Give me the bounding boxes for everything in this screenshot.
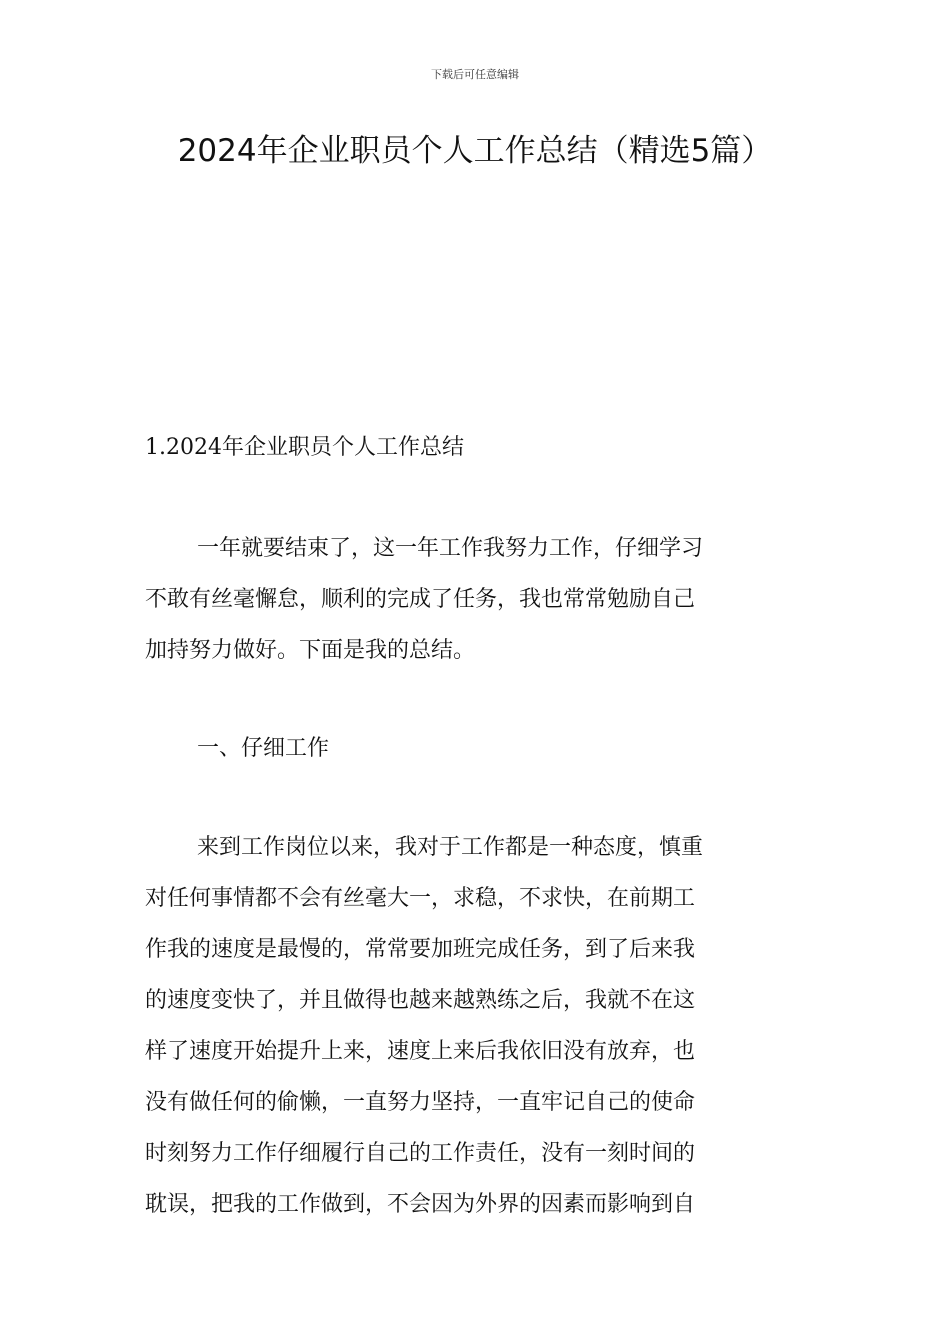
- paragraph-line: 的速度变快了，并且做得也越来越熟练之后，我就不在这: [145, 988, 696, 1013]
- paragraph-line: 一年就要结束了，这一年工作我努力工作，仔细学习: [197, 536, 704, 561]
- paragraph-line: 来到工作岗位以来，我对于工作都是一种态度，慎重: [197, 835, 704, 860]
- document-title: 2024年企业职员个人工作总结（精选5篇）: [177, 133, 773, 169]
- paragraph-line: 对任何事情都不会有丝毫大一，求稳，不求快，在前期工: [145, 886, 696, 911]
- body-paragraph: [145, 822, 805, 1230]
- section-heading: 1.2024年企业职员个人工作总结: [145, 435, 464, 460]
- paragraph-line: 作我的速度是最慢的，常常要加班完成任务，到了后来我: [145, 937, 696, 962]
- subheading: [145, 723, 805, 774]
- paragraph-line: 加持努力做好。下面是我的总结。: [145, 638, 476, 663]
- intro-paragraph: [145, 523, 805, 676]
- paragraph-line: 时刻努力工作仔细履行自己的工作责任，没有一刻时间的: [145, 1141, 696, 1166]
- paragraph-line: 样了速度开始提升上来，速度上来后我依旧没有放弃，也: [145, 1039, 696, 1064]
- header-note: 下载后可任意编辑: [431, 68, 519, 81]
- paragraph-line: 耽误，把我的工作做到，不会因为外界的因素而影响到自: [145, 1192, 696, 1217]
- paragraph-line: 不敢有丝毫懈怠，顺利的完成了任务，我也常常勉励自己: [145, 587, 696, 612]
- paragraph-line: 没有做任何的偷懒，一直努力坚持，一直牢记自己的使命: [145, 1090, 696, 1115]
- subheading-text: 一、仔细工作: [197, 736, 330, 761]
